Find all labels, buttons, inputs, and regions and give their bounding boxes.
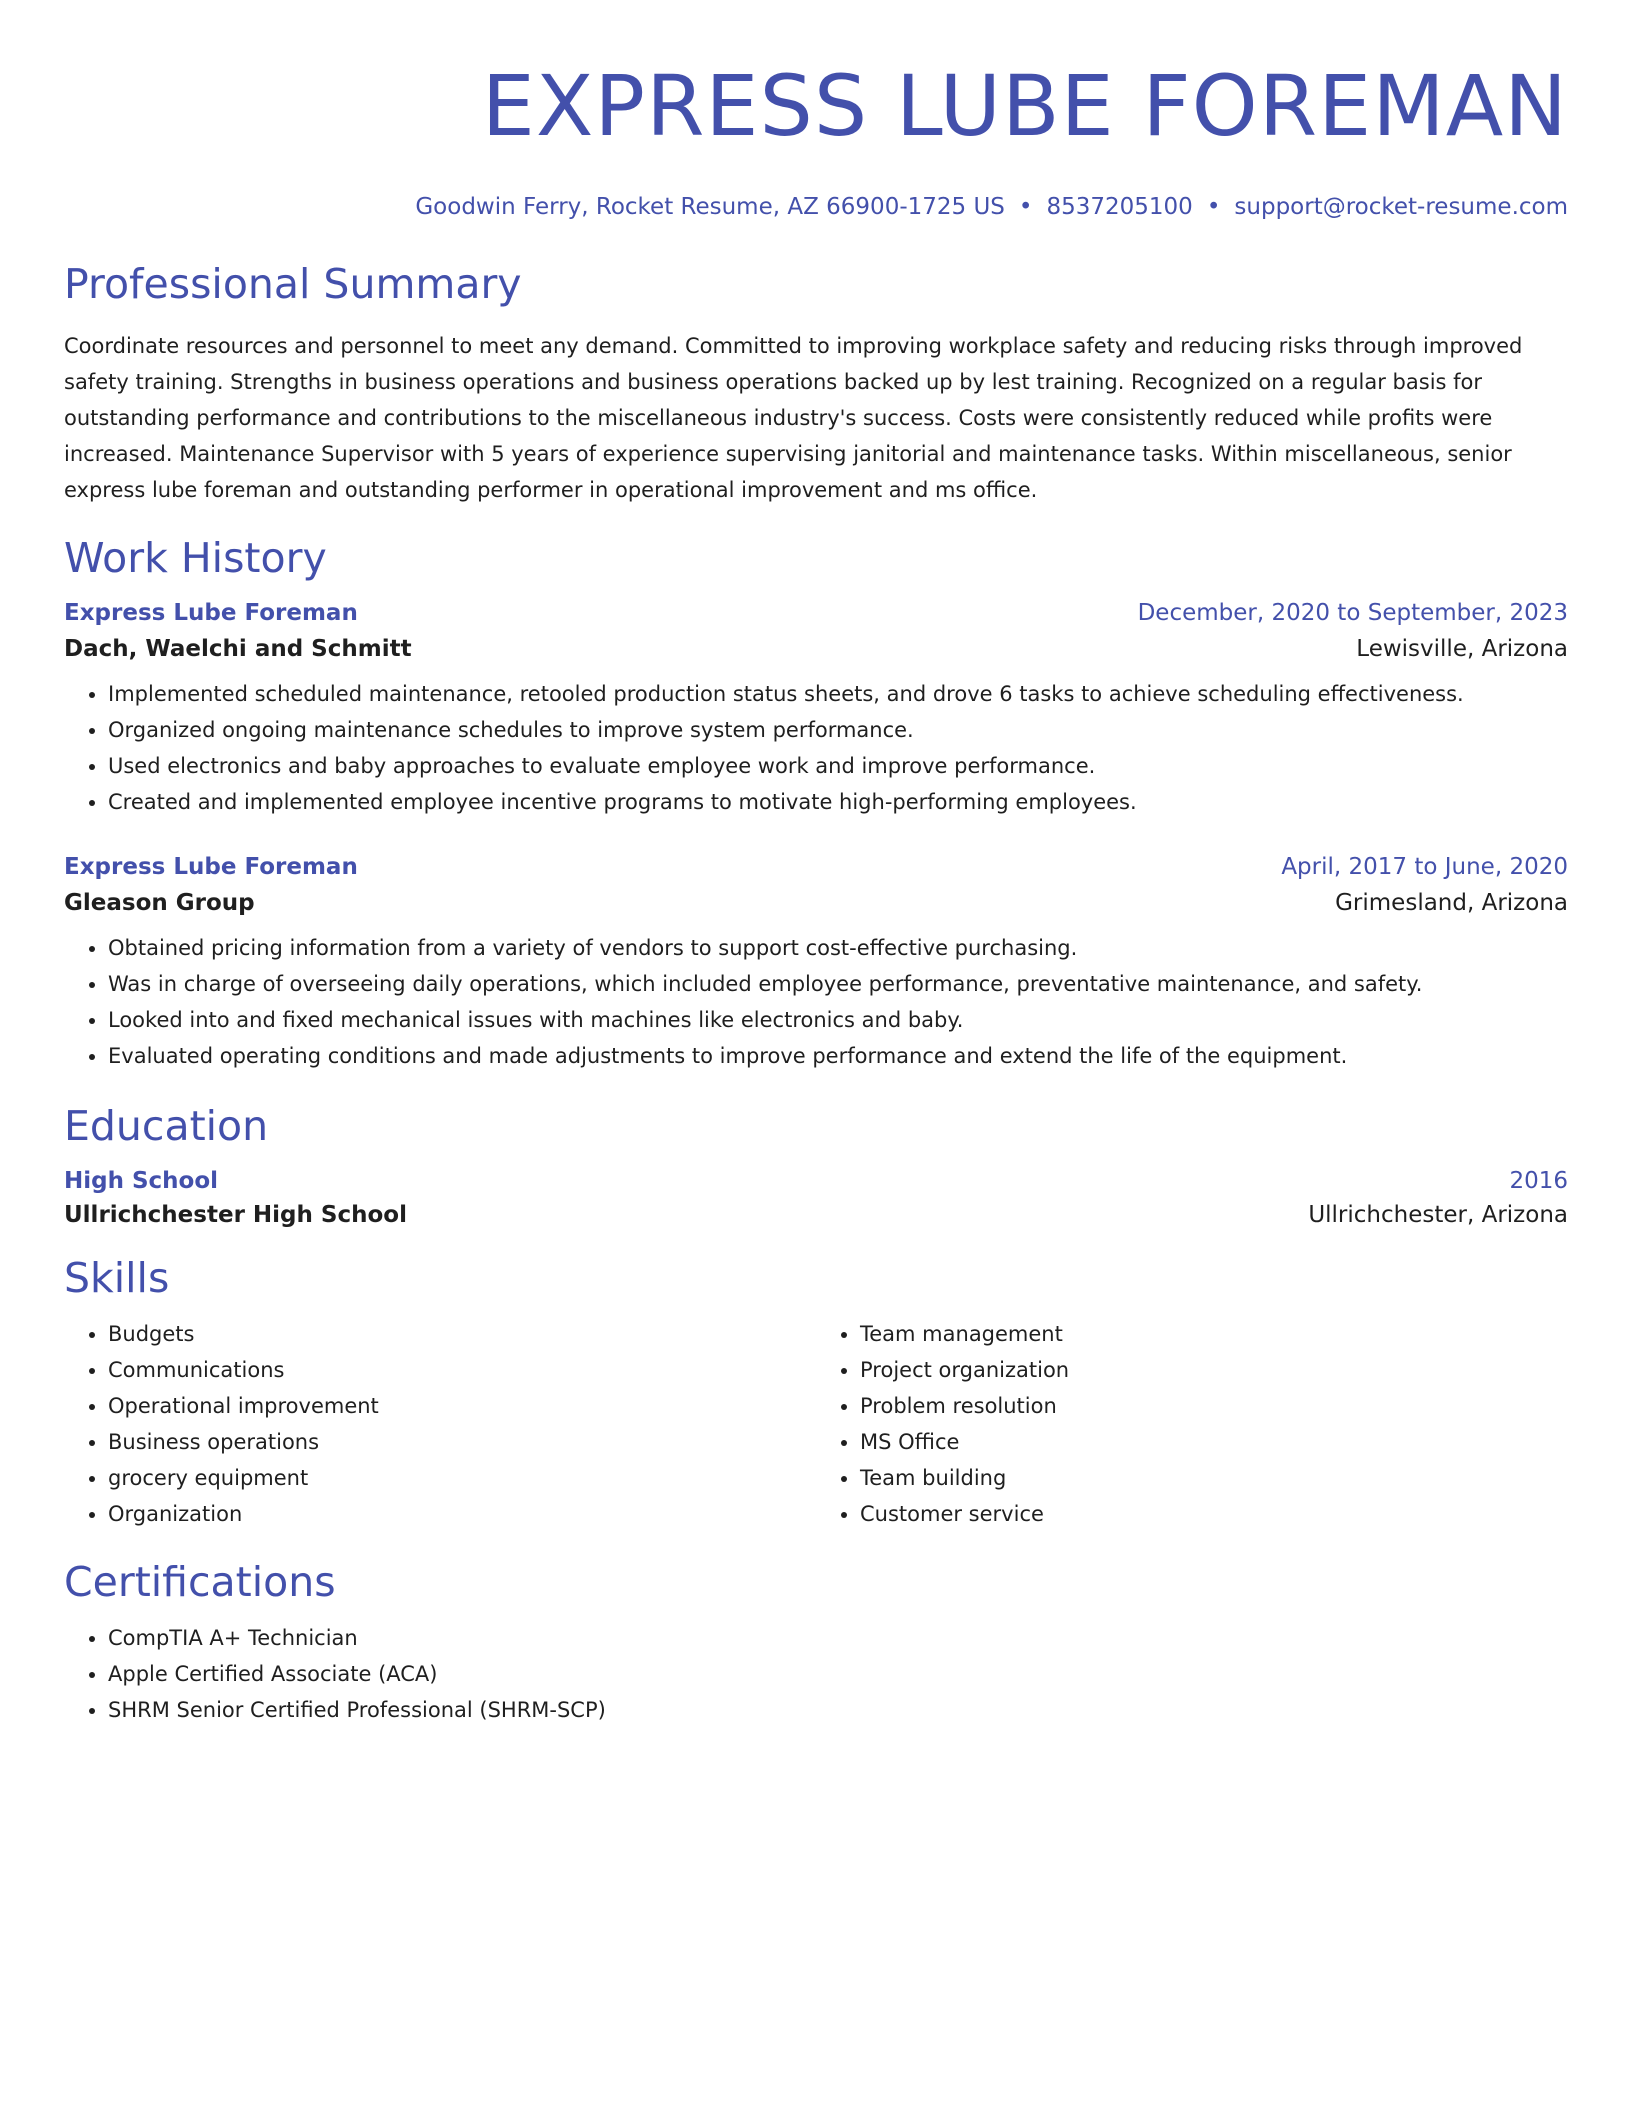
skills-heading: Skills (64, 1254, 170, 1302)
job-location: Grimesland, Arizona (1335, 890, 1568, 916)
job-bullet: • Was in charge of overseeing daily operations, which included employee performance, preventative maintenance, and safety. (108, 966, 1568, 1002)
skill-item: • Organization (108, 1496, 816, 1532)
certification-item: • CompTIA A+ Technician (108, 1620, 1568, 1656)
skill-item: • Team management (860, 1316, 1568, 1352)
job-title: Express Lube Foreman (64, 600, 358, 626)
skills-list-left (64, 1316, 816, 1532)
skill-item: • MS Office (860, 1424, 1568, 1460)
work-history-heading: Work History (64, 534, 327, 582)
job-location: Lewisville, Arizona (1356, 636, 1568, 662)
skill-item: • Budgets (108, 1316, 816, 1352)
job-dates: April, 2017 to June, 2020 (1281, 854, 1568, 880)
job-bullet: • Organized ongoing maintenance schedules to improve system performance. (108, 712, 1568, 748)
job-bullet: • Implemented scheduled maintenance, retooled production status sheets, and drove 6 tasks to achieve scheduling effectiveness. (108, 676, 1568, 712)
resume-name: EXPRESS LUBE FOREMAN (481, 57, 1568, 155)
separator-dot: • (1206, 194, 1221, 220)
certifications-heading: Certifications (64, 1558, 336, 1606)
education-heading: Education (64, 1102, 269, 1150)
skill-item: • Problem resolution (860, 1388, 1568, 1424)
education-degree-row (64, 1168, 1568, 1194)
skill-item: • grocery equipment (108, 1460, 816, 1496)
job-entry (64, 600, 1568, 820)
job-company-row (64, 636, 1568, 662)
job-title-row (64, 854, 1568, 880)
education-location: Ullrichchester, Arizona (1308, 1202, 1568, 1228)
job-dates: December, 2020 to September, 2023 (1137, 600, 1568, 626)
skill-item: • Project organization (860, 1352, 1568, 1388)
job-bullet: • Used electronics and baby approaches to evaluate employee work and improve performance. (108, 748, 1568, 784)
job-bullet: • Evaluated operating conditions and made adjustments to improve performance and extend the life of the equipment. (108, 1038, 1568, 1074)
job-title-row (64, 600, 1568, 626)
skill-item: • Operational improvement (108, 1388, 816, 1424)
contact-phone: 8537205100 (1046, 194, 1193, 220)
skill-item: • Team building (860, 1460, 1568, 1496)
education-entry (64, 1168, 1568, 1228)
job-bullet: • Created and implemented employee incentive programs to motivate high-performing employees. (108, 784, 1568, 820)
contact-address: Goodwin Ferry, Rocket Resume, AZ 66900-1725 US (415, 194, 1005, 220)
skills-columns (64, 1316, 1568, 1532)
job-entry (64, 854, 1568, 1074)
skill-item: • Business operations (108, 1424, 816, 1460)
job-bullets (64, 930, 1568, 1074)
summary-heading: Professional Summary (64, 260, 522, 308)
education-degree: High School (64, 1168, 219, 1194)
certification-item: • SHRM Senior Certified Professional (SHRM-SCP) (108, 1692, 1568, 1728)
education-school-row (64, 1202, 1568, 1228)
skill-item: • Customer service (860, 1496, 1568, 1532)
job-company-row (64, 890, 1568, 916)
job-bullet: • Obtained pricing information from a variety of vendors to support cost-effective purchasing. (108, 930, 1568, 966)
certification-item: • Apple Certified Associate (ACA) (108, 1656, 1568, 1692)
skill-item: • Communications (108, 1352, 816, 1388)
job-company: Gleason Group (64, 890, 255, 916)
contact-email[interactable]: support@rocket-resume.com (1234, 194, 1568, 220)
job-title: Express Lube Foreman (64, 854, 358, 880)
job-bullet: • Looked into and fixed mechanical issues with machines like electronics and baby. (108, 1002, 1568, 1038)
education-year: 2016 (1509, 1168, 1568, 1194)
job-bullets (64, 676, 1568, 820)
job-company: Dach, Waelchi and Schmitt (64, 636, 412, 662)
separator-dot: • (1018, 194, 1033, 220)
education-school: Ullrichchester High School (64, 1202, 407, 1228)
certifications-list (64, 1620, 1568, 1728)
contact-line (64, 194, 1568, 220)
summary-text: Coordinate resources and personnel to meet any demand. Committed to improving workplace safety and reducing risks through improved safety training. Strengths in business operations and business operations backed up by lest training. Recognized on a regular basis for outstanding performance and contributions to the miscellaneous industry's success. Costs were consistently reduced while profits were increased. Maintenance Supervisor with 5 years of experience supervising janitorial and maintenance tasks. Within miscellaneous, senior express lube foreman and outstanding performer in operational improvement and ms office. (64, 334, 1523, 502)
skills-list-right (816, 1316, 1568, 1532)
